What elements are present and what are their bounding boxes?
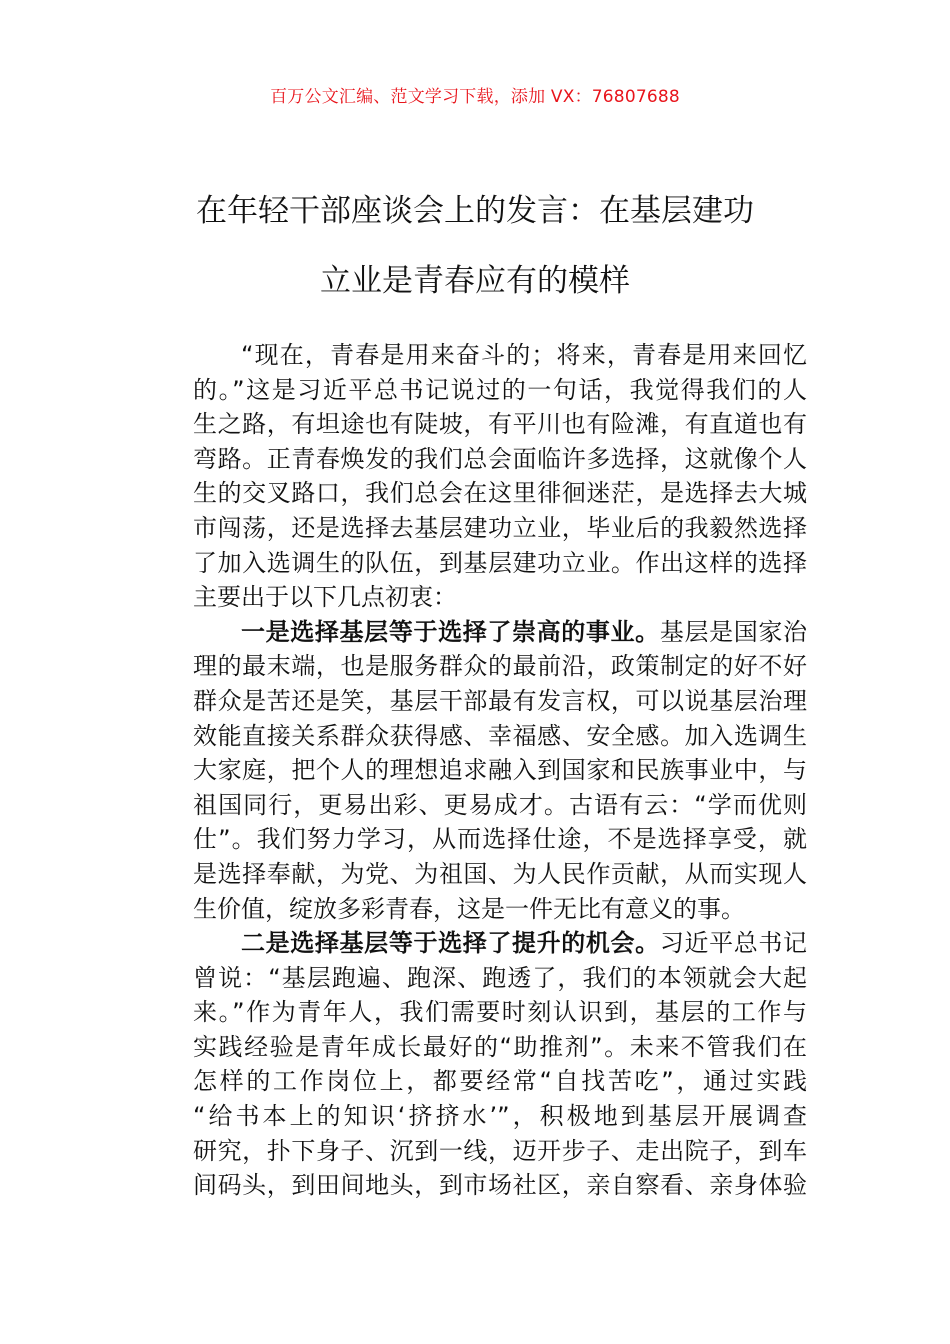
paragraph-intro	[145, 338, 807, 615]
document-body	[145, 338, 807, 1203]
text-line: “给书本上的知识‘挤挤水’”，积极地到基层开展调查	[193, 1102, 807, 1131]
text-line: 效能直接关系群众获得感、幸福感、安全感。加入选调生	[193, 721, 807, 750]
text-line-with-heading	[145, 926, 807, 961]
text-line: 曾说：“基层跑遍、跑深、跑透了，我们的本领就会大起	[193, 963, 807, 992]
text-line: 的。”这是习近平总书记说过的一句话，我觉得我们的人	[193, 375, 807, 404]
text-line: “现在，青春是用来奋斗的；将来，青春是用来回忆	[241, 341, 807, 369]
text-line: 实践经验是青年成长最好的“助推剂”。未来不管我们在	[193, 1032, 807, 1061]
paragraph-point-two	[145, 926, 807, 1203]
title-line-2: 立业是青春应有的模样	[320, 263, 630, 299]
text-line: 间码头，到田间地头，到市场社区，亲自察看、亲身体验	[193, 1171, 807, 1200]
text-line: 来。”作为青年人，我们需要时刻认识到，基层的工作与	[193, 998, 807, 1027]
text-line: 理的最末端，也是服务群众的最前沿，政策制定的好不好	[193, 652, 807, 681]
text-line: 生价值，绽放多彩青春，这是一件无比有意义的事。	[193, 894, 745, 923]
point-two-heading: 二是选择基层等于选择了提升的机会。	[241, 929, 660, 958]
watermark-banner: 百万公文汇编、范文学习下载，添加 VX：76807688	[270, 87, 680, 107]
text-line: 弯路。正青春焕发的我们总会面临许多选择，这就像个人	[193, 444, 807, 473]
text-line: 主要出于以下几点初衷：	[193, 583, 457, 612]
text-line: 是选择奉献，为党、为祖国、为人民作贡献，从而实现人	[193, 859, 807, 888]
text-line: 仕”。我们努力学习，从而选择仕途，不是选择享受，就	[193, 825, 807, 854]
text-line: 生之路，有坦途也有陡坡，有平川也有险滩，有直道也有	[193, 410, 807, 439]
text-line: 生的交叉路口，我们总会在这里徘徊迷茫，是选择去大城	[193, 479, 807, 508]
text-line: 了加入选调生的队伍，到基层建功立业。作出这样的选择	[193, 548, 807, 577]
text-line-with-heading	[145, 615, 807, 650]
text-line: 怎样的工作岗位上，都要经常“自找苦吃”，通过实践	[193, 1067, 807, 1096]
title-line-1: 在年轻干部座谈会上的发言：在基层建功	[196, 193, 754, 229]
paragraph-point-one	[145, 615, 807, 926]
text-line: 群众是苦还是笑，基层干部最有发言权，可以说基层治理	[193, 686, 807, 715]
text-segment: 基层是国家治	[659, 617, 808, 646]
text-line: 市闯荡，还是选择去基层建功立业，毕业后的我毅然选择	[193, 513, 807, 542]
text-line: 祖国同行，更易出彩、更易成才。古语有云：“学而优则	[193, 790, 807, 819]
text-line: 大家庭，把个人的理想追求融入到国家和民族事业中，与	[193, 756, 807, 785]
text-line: 研究，扑下身子、沉到一线，迈开步子、走出院子，到车	[193, 1136, 807, 1165]
text-segment: 习近平总书记	[659, 929, 808, 958]
document-title	[120, 176, 830, 316]
point-one-heading: 一是选择基层等于选择了崇高的事业。	[241, 617, 660, 646]
